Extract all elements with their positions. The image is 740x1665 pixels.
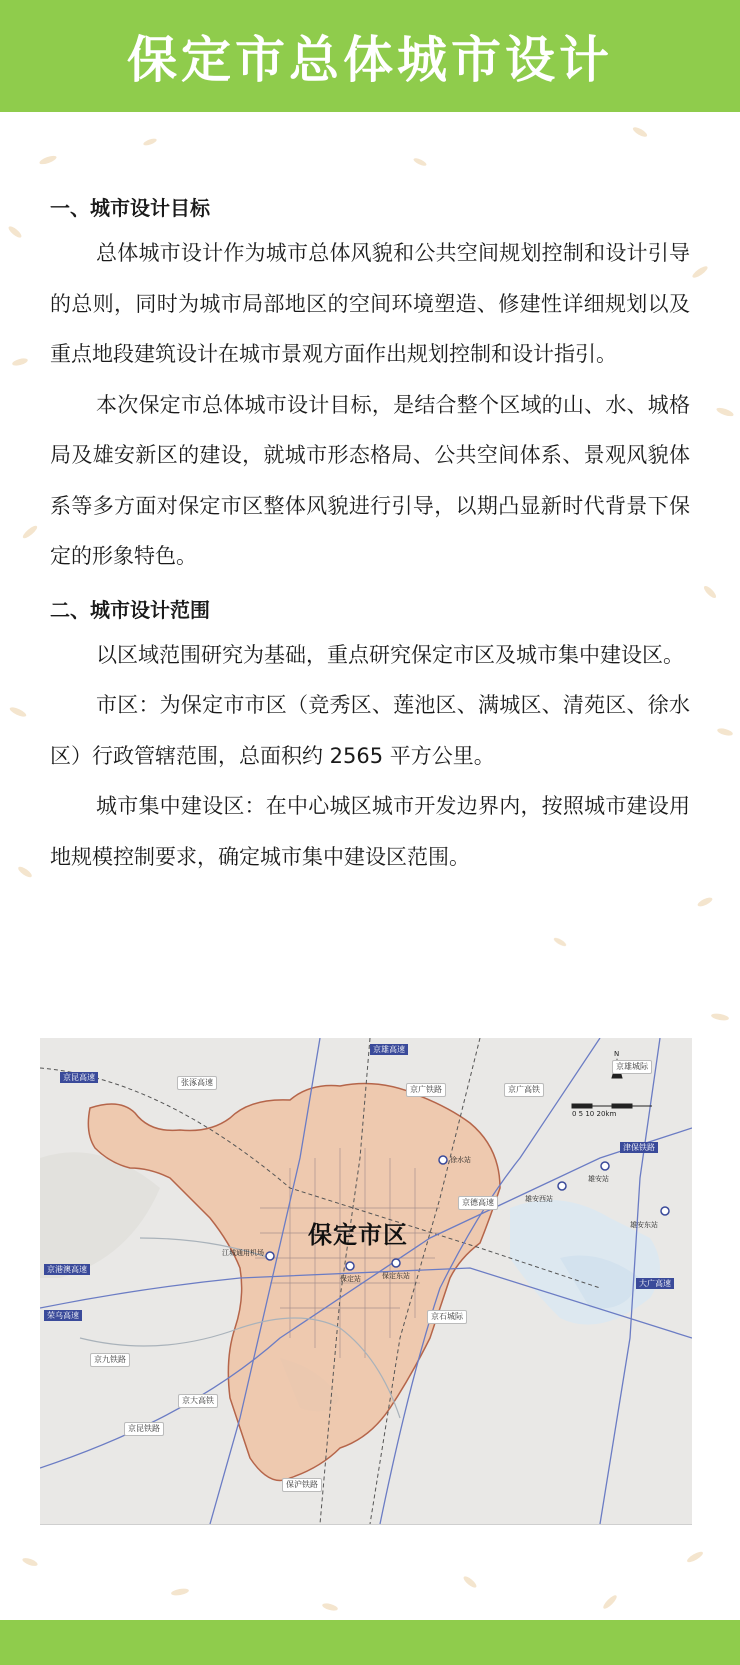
article-body [50, 188, 690, 882]
label-jingkun-rail: 京昆铁路 [124, 1422, 164, 1436]
label-jinghu: 京港澳高速 [44, 1264, 90, 1275]
label-zhangzhuo: 张涿高速 [177, 1076, 217, 1090]
label-jingguang-hsr: 京广高铁 [504, 1083, 544, 1097]
paragraph-5: 城市集中建设区：在中心城区城市开发边界内，按照城市建设用地规模控制要求，确定城市集中建设区范围。 [50, 794, 690, 869]
label-jingda: 京大高铁 [178, 1394, 218, 1408]
label-jingkun: 京昆高速 [60, 1072, 98, 1083]
footer-banner [0, 1620, 740, 1665]
label-jingshi: 京石城际 [427, 1310, 467, 1324]
label-jingdong: 京德高速 [458, 1196, 498, 1210]
section-heading-1: 一、城市设计目标 [50, 196, 210, 220]
north-arrow-label: N [614, 1050, 620, 1058]
label-dagang: 大广高速 [636, 1278, 674, 1289]
city-map [40, 1038, 692, 1525]
title-banner [0, 0, 740, 112]
label-baoding-station: 保定站 [340, 1275, 361, 1283]
paragraph-2: 本次保定市总体城市设计目标，是结合整个区域的山、水、城格局及雄安新区的建设，就城市形态格局、公共空间体系、景观风貌体系等多方面对保定市区整体风貌进行引导，以期凸显新时代背景下保定的形象特色。 [50, 392, 690, 568]
paragraph-4: 市区：为保定市市区（竞秀区、莲池区、满城区、清苑区、徐水区）行政管辖范围，总面积约 2565 平方公里。 [50, 693, 690, 768]
map-title: 保定市区 [308, 1221, 408, 1249]
paragraph-3: 以区域范围研究为基础，重点研究保定市区及城市集中建设区。 [96, 642, 684, 667]
label-baohu: 保沪铁路 [282, 1478, 322, 1492]
label-rongwu: 荣乌高速 [44, 1310, 82, 1321]
label-jinbao: 津保铁路 [620, 1142, 658, 1153]
label-baoding-east: 保定东站 [382, 1272, 410, 1280]
page-title: 保定市总体城市设计 [127, 31, 613, 89]
label-xiongan-station: 雄安站 [588, 1175, 609, 1183]
label-jingxiong: 京雄高速 [370, 1044, 408, 1055]
paragraph-1: 总体城市设计作为城市总体风貌和公共空间规划控制和设计引导的总则，同时为城市局部地区的空间环境塑造、修建性详细规划以及重点地段建筑设计在城市景观方面作出规划控制和设计指引。 [50, 241, 690, 366]
label-xiongan-east: 雄安东站 [630, 1221, 658, 1229]
label-xiongan-west: 雄安西站 [525, 1195, 553, 1203]
label-jingjiu: 京九铁路 [90, 1353, 130, 1367]
label-xushui-station: 徐水站 [450, 1156, 471, 1164]
scale-bar-label: 0 5 10 20km [572, 1110, 617, 1118]
section-heading-2: 二、城市设计范围 [50, 597, 210, 622]
label-jingxiong-rail: 京雄城际 [612, 1060, 652, 1074]
label-airport: 江城通用机场 [222, 1249, 264, 1257]
label-jingguang-rail: 京广铁路 [406, 1083, 446, 1097]
